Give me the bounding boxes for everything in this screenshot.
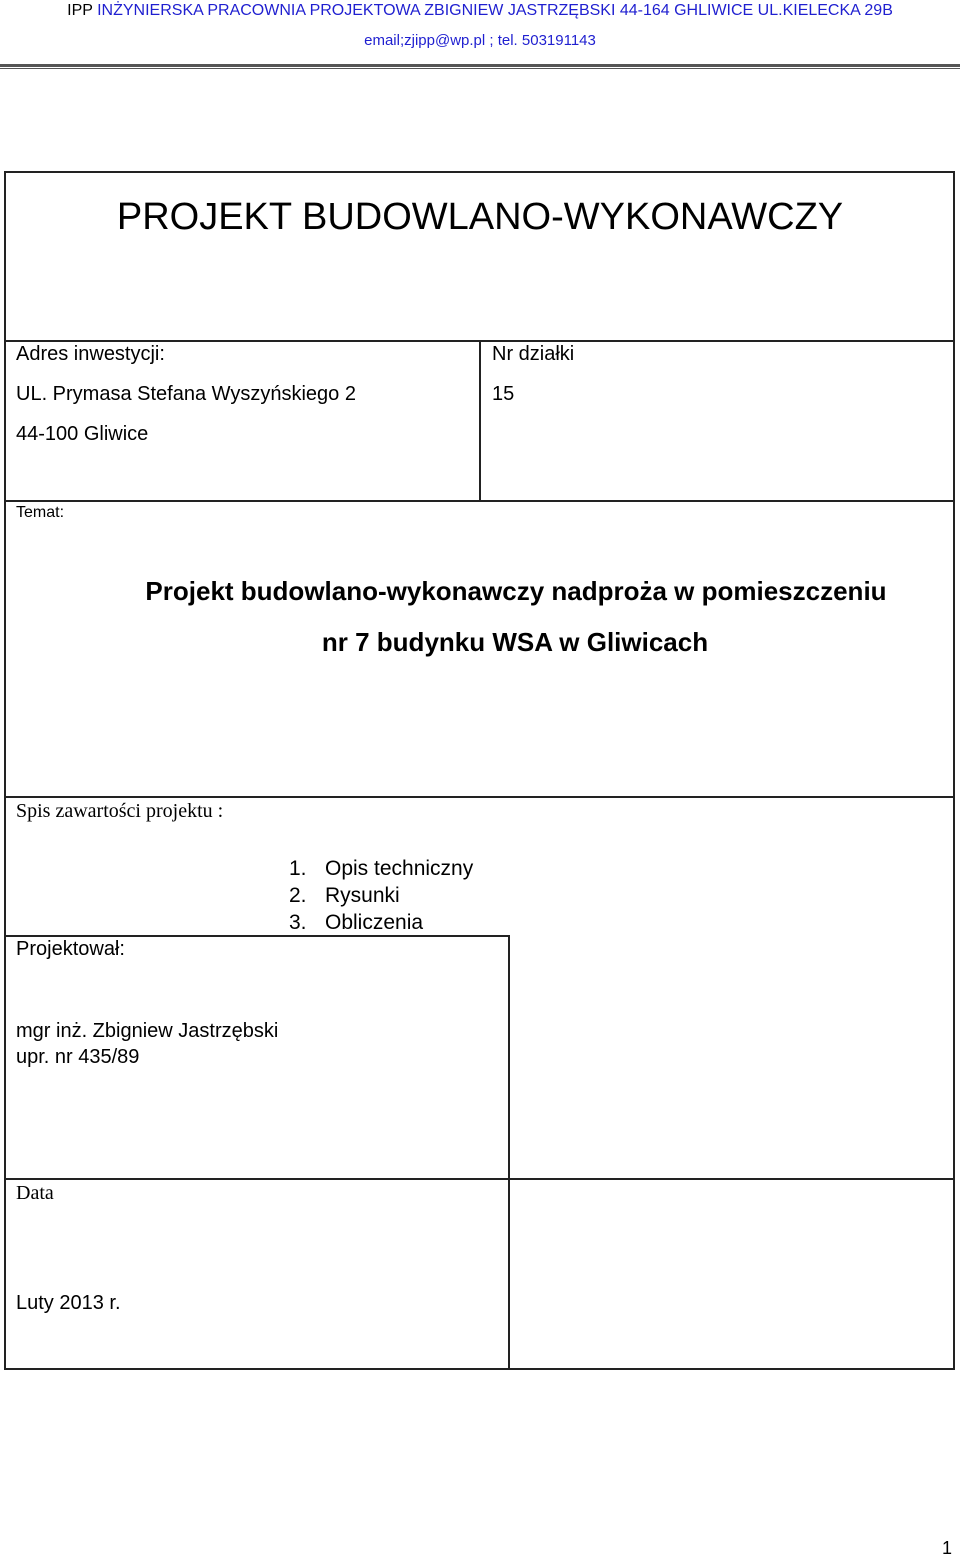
company-header-line1 xyxy=(0,2,960,20)
address-label: Adres inwestycji: xyxy=(16,343,165,365)
company-contact: email;zjipp@wp.pl ; tel. 503191143 xyxy=(364,32,596,49)
company-prefix: IPP xyxy=(67,2,93,19)
designer-label: Projektował: xyxy=(16,938,125,960)
header-rule xyxy=(0,64,960,67)
list-item: 3. Obliczenia xyxy=(289,911,424,934)
date-value: Luty 2013 r. xyxy=(16,1292,121,1314)
company-name-address: INŻYNIERSKA PRACOWNIA PROJEKTOWA ZBIGNIEW JASTRZĘBSKI 44-164 GHLIWICE UL.KIELECKA 29B xyxy=(97,2,893,19)
plot-number: 15 xyxy=(492,383,515,405)
subject-line2: nr 7 budynku WSA w Gliwicach xyxy=(321,627,709,657)
address-street: UL. Prymasa Stefana Wyszyńskiego 2 xyxy=(16,383,356,405)
subject-label: Temat: xyxy=(16,504,65,521)
list-item: 2. Rysunki xyxy=(289,884,400,907)
list-item: 1. Opis techniczny xyxy=(289,857,474,880)
divider-vertical-bottom xyxy=(508,935,510,1370)
designer-license: upr. nr 435/89 xyxy=(16,1046,140,1068)
address-city: 44-100 Gliwice xyxy=(16,423,149,445)
contents-list xyxy=(289,855,473,936)
header-rule-thin xyxy=(0,68,960,69)
divider-designer xyxy=(4,1178,955,1180)
page-number: 1 xyxy=(942,1538,953,1558)
plot-label: Nr działki xyxy=(492,343,575,365)
page-title: PROJEKT BUDOWLANO-WYKONAWCZY xyxy=(116,196,844,238)
designer-name: mgr inż. Zbigniew Jastrzębski xyxy=(16,1020,279,1042)
date-label: Data xyxy=(16,1182,54,1204)
divider-address-plot xyxy=(479,340,481,501)
divider-address xyxy=(4,500,955,502)
divider-subject xyxy=(4,796,955,798)
contents-label: Spis zawartości projektu : xyxy=(16,800,224,822)
subject-line1: Projekt budowlano-wykonawczy nadproża w pomieszczeniu xyxy=(145,576,887,606)
